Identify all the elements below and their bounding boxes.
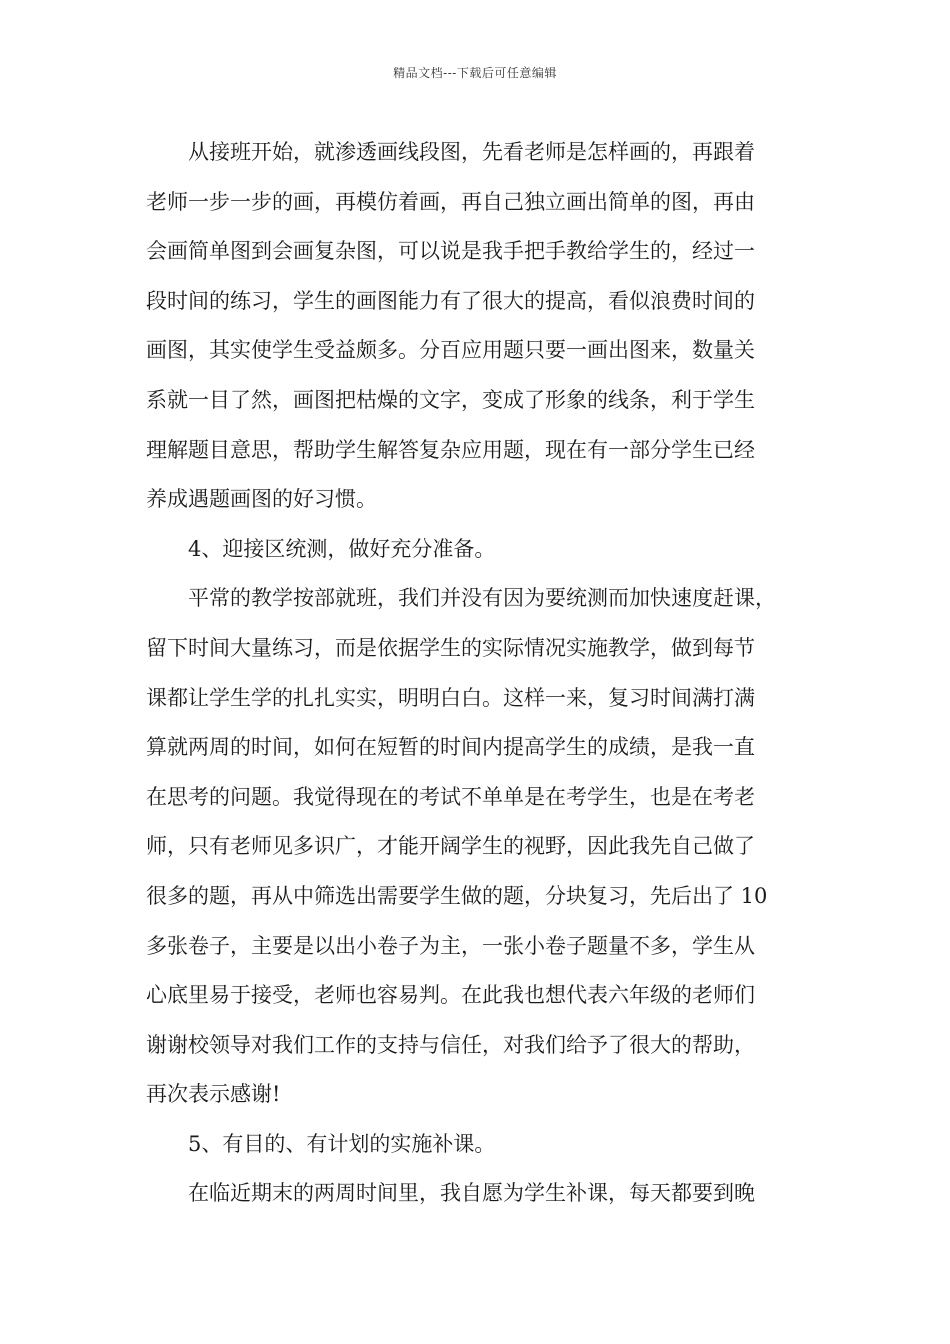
section-heading-5 [146,1120,810,1170]
text-line: 系就一目了然，画图把枯燥的文字，变成了形象的线条，利于学生 [146,387,755,412]
text-line: 在临近期末的两周时间里，我自愿为学生补课，每天都要到晚 [188,1181,755,1206]
text-line: 很多的题，再从中筛选出需要学生做的题，分块复习，先后出了 10 [146,883,768,908]
text-line: 段时间的练习，学生的画图能力有了很大的提高，看似浪费时间的 [146,288,755,313]
text-line: 理解题目意思，帮助学生解答复杂应用题，现在有一部分学生已经 [146,437,755,462]
section-heading-4 [146,525,810,575]
document-body [146,128,810,1219]
text-line: 谢谢校领导对我们工作的支持与信任，对我们给予了很大的帮助， [146,1032,755,1057]
text-line: 再次表示感谢! [146,1082,281,1107]
text-line: 平常的教学按部就班，我们并没有因为要统测而加快速度赶课， [188,586,776,611]
paragraph-drawing-practice [146,128,810,525]
paragraph-tutoring [146,1169,810,1219]
text-line: 心底里易于接受，老师也容易判。在此我也想代表六年级的老师们 [146,983,755,1008]
text-line: 留下时间大量练习，而是依据学生的实际情况实施教学，做到每节 [146,635,755,660]
paragraph-exam-preparation [146,574,810,1120]
section-heading: 5、有目的、有计划的实施补课。 [188,1131,496,1156]
page-header: 精品文档---下载后可任意编辑 [393,66,557,80]
text-line: 多张卷子，主要是以出小卷子为主，一张小卷子题量不多，学生从 [146,933,755,958]
text-line: 老师一步一步的画，再模仿着画，再自己独立画出简单的图，再由 [146,189,755,214]
text-line: 画图，其实使学生受益颇多。分百应用题只要一画出图来，数量关 [146,338,755,363]
text-line: 师，只有老师见多识广，才能开阔学生的视野，因此我先自己做了 [146,834,755,859]
text-line: 算就两周的时间，如何在短暂的时间内提高学生的成绩，是我一直 [146,735,755,760]
text-line: 课都让学生学的扎扎实实，明明白白。这样一来，复习时间满打满 [146,685,755,710]
text-line: 从接班开始，就渗透画线段图，先看老师是怎样画的，再跟着 [188,140,755,164]
text-line: 养成遇题画图的好习惯。 [146,487,377,512]
text-line: 会画简单图到会画复杂图，可以说是我手把手教给学生的，经过一 [146,239,755,264]
text-line: 在思考的问题。我觉得现在的考试不单单是在考学生，也是在考老 [146,784,755,809]
section-heading: 4、迎接区统测，做好充分准备。 [188,536,496,561]
